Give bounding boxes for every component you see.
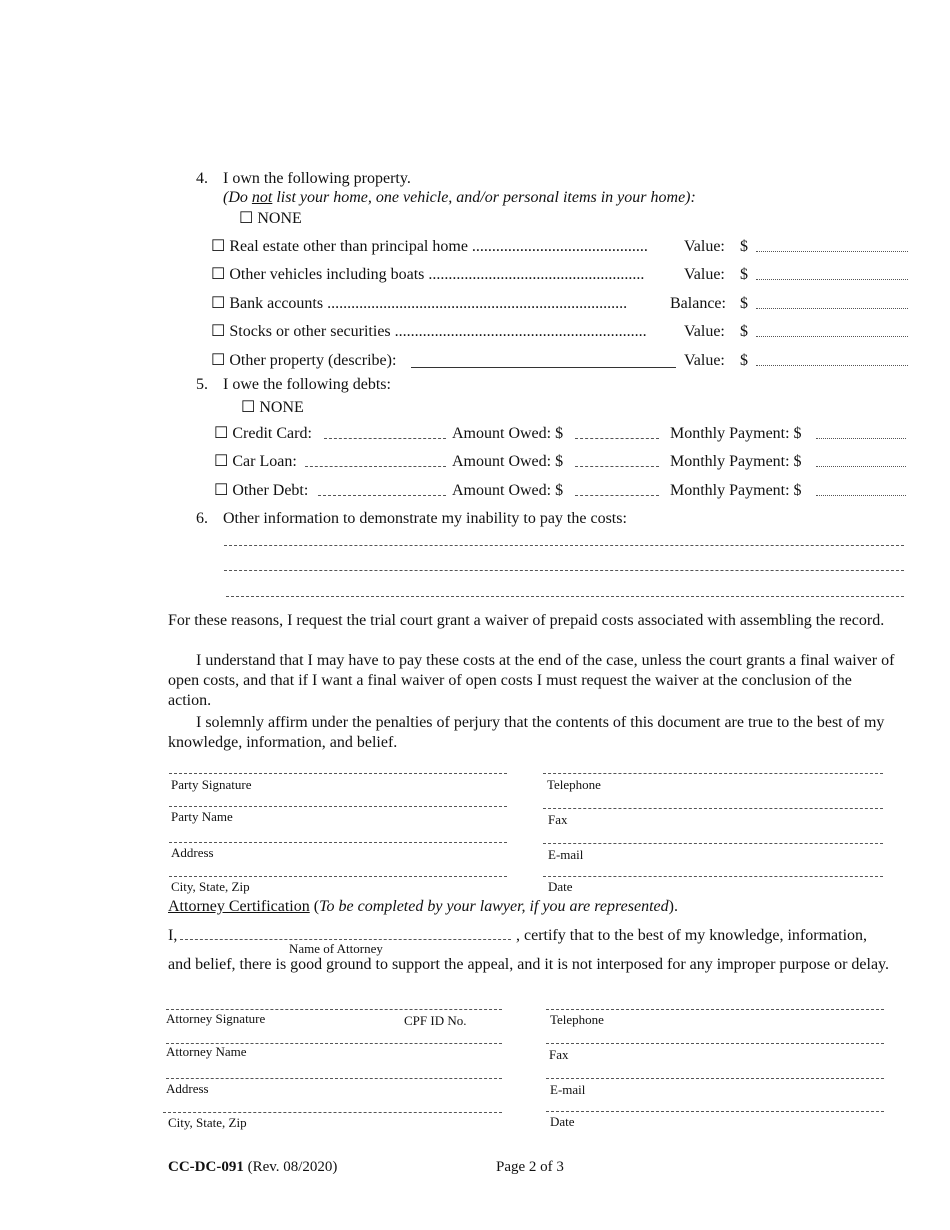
party-address-label: Address <box>171 845 214 860</box>
value-field-vehicles[interactable] <box>756 279 908 280</box>
value-field-stocks[interactable] <box>756 336 908 337</box>
attorney-address-line[interactable] <box>166 1078 502 1079</box>
none-label: NONE <box>257 210 302 227</box>
attorney-signature-label: Attorney Signature <box>166 1011 266 1026</box>
property-row-other <box>211 351 396 370</box>
currency-sign: $ <box>740 295 748 312</box>
other-debt-field[interactable] <box>318 495 446 496</box>
attorney-city-label: City, State, Zip <box>168 1115 247 1130</box>
item-4-number: 4. <box>196 170 208 187</box>
value-field-real-estate[interactable] <box>756 251 908 252</box>
balance-label: Balance: <box>670 295 726 312</box>
other-info-line[interactable] <box>224 570 904 571</box>
party-fax-line[interactable] <box>543 808 883 809</box>
property-label: Bank accounts <box>229 295 324 312</box>
attorney-certification-heading: Attorney Certification (To be completed by your lawyer, if you are represented). <box>168 898 678 915</box>
checkbox[interactable]: ☐ <box>214 453 229 470</box>
party-signature-label: Party Signature <box>171 777 252 792</box>
attorney-fax-label: Fax <box>549 1047 569 1062</box>
reasons-paragraph: For these reasons, I request the trial court grant a waiver of prepaid costs associated with assembling the record. <box>168 612 885 629</box>
party-email-label: E-mail <box>548 847 584 862</box>
affirm-paragraph: I solemnly affirm under the penalties of perjury that the contents of this document are true to the best of my knowledge, information, and belief. <box>168 714 885 751</box>
checkbox[interactable]: ☐ <box>211 352 226 369</box>
item-4-note: (Do not list your home, one vehicle, and/or personal items in your home): <box>223 189 696 206</box>
cpf-id-label: CPF ID No. <box>404 1013 467 1028</box>
debt-label: Other Debt: <box>232 482 309 499</box>
monthly-payment-field[interactable] <box>816 466 906 467</box>
currency-sign: $ <box>740 352 748 369</box>
checkbox[interactable]: ☐ <box>241 399 256 416</box>
checkbox[interactable]: ☐ <box>211 295 226 312</box>
checkbox[interactable]: ☐ <box>211 323 226 340</box>
attorney-name-field[interactable] <box>180 939 511 940</box>
party-date-label: Date <box>548 879 573 894</box>
item-5-title: I owe the following debts: <box>223 376 391 393</box>
value-field-bank[interactable] <box>756 308 908 309</box>
attorney-city-line[interactable] <box>163 1112 502 1113</box>
property-label: Other property (describe): <box>229 352 397 369</box>
party-fax-label: Fax <box>548 812 568 827</box>
attorney-telephone-line[interactable] <box>546 1009 884 1010</box>
attorney-name-label: Attorney Name <box>166 1044 247 1059</box>
describe-field[interactable] <box>411 367 676 368</box>
certify-text: , certify that to the best of my knowledge, information, <box>516 927 868 944</box>
debt-label: Credit Card: <box>232 425 312 442</box>
attorney-email-line[interactable] <box>546 1078 884 1079</box>
amount-owed-field[interactable] <box>575 438 659 439</box>
property-label: Stocks or other securities <box>229 323 391 340</box>
none-label: NONE <box>259 399 304 416</box>
debt-row-other-debt <box>214 481 308 500</box>
party-city-line[interactable] <box>169 876 507 877</box>
checkbox[interactable]: ☐ <box>211 238 226 255</box>
dot-leader: ............................................................... <box>394 323 647 340</box>
debt-row-credit-card <box>214 424 312 443</box>
certify-i-label: I, <box>168 927 178 944</box>
property-label: Real estate other than principal home <box>229 238 468 255</box>
debt-row-car-loan <box>214 452 297 471</box>
checkbox[interactable]: ☐ <box>214 482 229 499</box>
item-4-none-option[interactable] <box>239 209 302 228</box>
value-label: Value: <box>684 323 725 340</box>
dot-leader: ........................................................................... <box>327 295 628 312</box>
value-label: Value: <box>684 266 725 283</box>
party-name-line[interactable] <box>169 806 507 807</box>
understand-paragraph: I understand that I may have to pay these costs at the end of the case, unless the court grants a final waiver of open costs, and that if I want a final waiver of open costs I must request the waiver at the conclusion of the action. <box>168 652 895 709</box>
item-4-title: I own the following property. <box>223 170 411 187</box>
amount-owed-field[interactable] <box>575 495 659 496</box>
attorney-date-label: Date <box>550 1114 575 1129</box>
party-telephone-label: Telephone <box>547 777 601 792</box>
other-info-line[interactable] <box>226 596 904 597</box>
other-info-line[interactable] <box>224 545 904 546</box>
party-address-line[interactable] <box>169 842 507 843</box>
attorney-telephone-label: Telephone <box>550 1012 604 1027</box>
monthly-payment-label: Monthly Payment: $ <box>670 482 802 499</box>
attorney-date-line[interactable] <box>546 1111 884 1112</box>
form-id: CC-DC-091 (Rev. 08/2020) <box>168 1159 338 1175</box>
name-of-attorney-caption: Name of Attorney <box>289 941 383 956</box>
property-row-real-estate <box>211 237 648 256</box>
value-field-other[interactable] <box>756 365 908 366</box>
checkbox[interactable]: ☐ <box>214 425 229 442</box>
party-name-label: Party Name <box>171 809 233 824</box>
currency-sign: $ <box>740 323 748 340</box>
page-number: Page 2 of 3 <box>496 1159 564 1175</box>
monthly-payment-field[interactable] <box>816 438 906 439</box>
checkbox[interactable]: ☐ <box>211 266 226 283</box>
checkbox[interactable]: ☐ <box>239 210 254 227</box>
party-date-line[interactable] <box>543 876 883 877</box>
item-6-number: 6. <box>196 510 208 527</box>
property-label: Other vehicles including boats <box>229 266 425 283</box>
party-email-line[interactable] <box>543 843 883 844</box>
attorney-fax-line[interactable] <box>546 1043 884 1044</box>
dot-leader: ...................................................... <box>428 266 645 283</box>
attorney-email-label: E-mail <box>550 1082 586 1097</box>
credit-card-field[interactable] <box>324 438 446 439</box>
currency-sign: $ <box>740 238 748 255</box>
monthly-payment-field[interactable] <box>816 495 906 496</box>
item-6-title: Other information to demonstrate my inability to pay the costs: <box>223 510 627 527</box>
currency-sign: $ <box>740 266 748 283</box>
property-row-stocks <box>211 322 647 341</box>
monthly-payment-label: Monthly Payment: $ <box>670 425 802 442</box>
attorney-signature-line[interactable] <box>166 1009 502 1010</box>
party-signature-line[interactable] <box>169 773 507 774</box>
car-loan-field[interactable] <box>305 466 446 467</box>
dot-leader: ............................................ <box>471 238 648 255</box>
party-telephone-line[interactable] <box>543 773 883 774</box>
debt-label: Car Loan: <box>232 453 297 470</box>
party-city-label: City, State, Zip <box>171 879 250 894</box>
amount-owed-label: Amount Owed: $ <box>452 453 564 470</box>
certify-continuation: and belief, there is good ground to support the appeal, and it is not interposed for any improper purpose or delay. <box>168 956 889 973</box>
amount-owed-field[interactable] <box>575 466 659 467</box>
item-5-none-option[interactable] <box>241 398 304 417</box>
monthly-payment-label: Monthly Payment: $ <box>670 453 802 470</box>
property-row-bank <box>211 294 627 313</box>
item-5-number: 5. <box>196 376 208 393</box>
amount-owed-label: Amount Owed: $ <box>452 425 564 442</box>
amount-owed-label: Amount Owed: $ <box>452 482 564 499</box>
value-label: Value: <box>684 352 725 369</box>
value-label: Value: <box>684 238 725 255</box>
attorney-address-label: Address <box>166 1081 209 1096</box>
property-row-vehicles <box>211 265 644 284</box>
